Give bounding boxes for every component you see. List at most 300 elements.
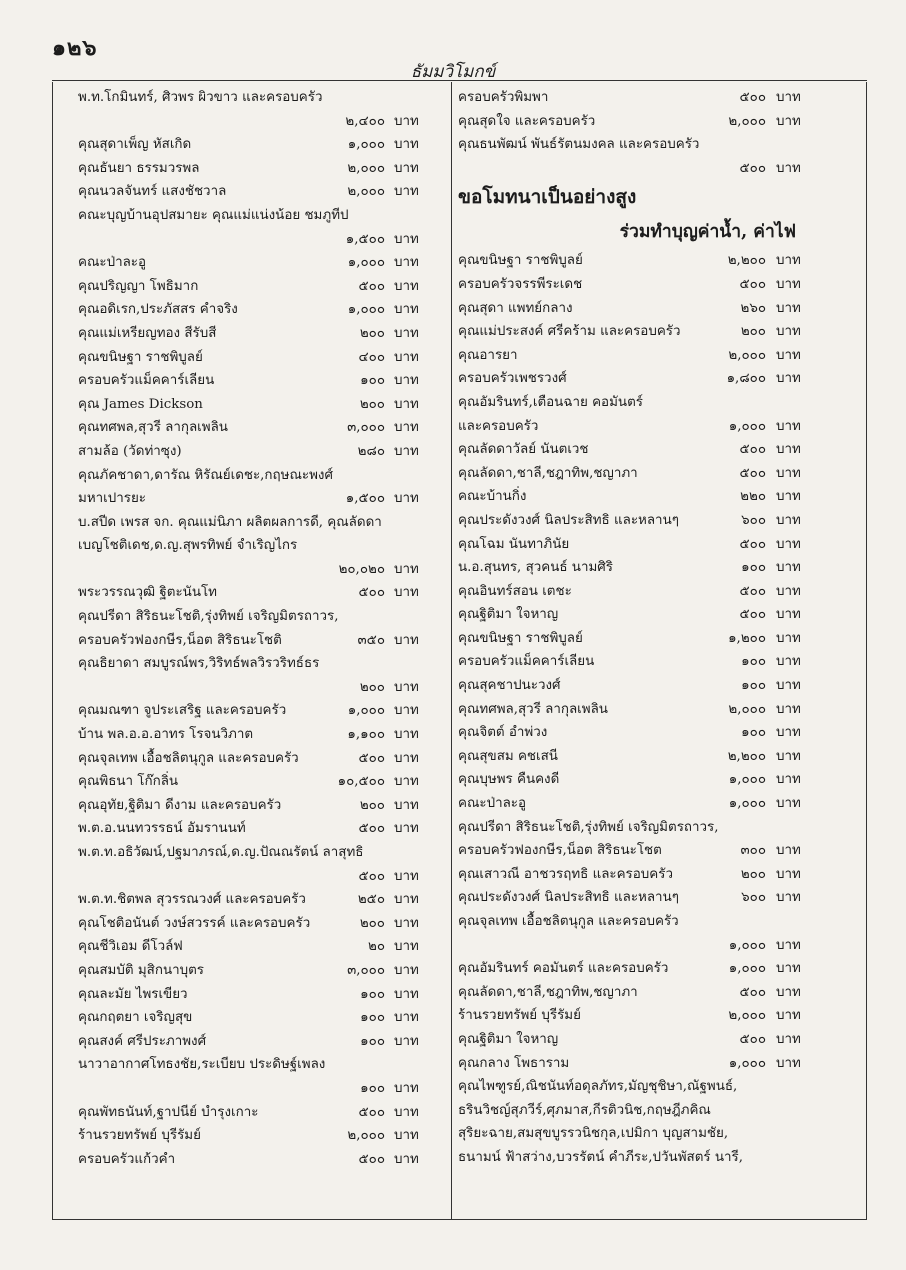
donation-row xyxy=(78,86,448,110)
currency-unit: บาท xyxy=(394,160,419,176)
donor-name: บ้าน พล.อ.อ.อาทร โรจนวิภาต xyxy=(78,727,254,743)
donation-amount: ๑,๒๐๐ xyxy=(728,630,766,646)
donation-row xyxy=(458,249,822,273)
donation-row xyxy=(458,320,822,344)
currency-unit: บาท xyxy=(394,915,419,931)
donation-amount: ๕๐๐ xyxy=(739,607,766,623)
donation-row xyxy=(78,464,448,488)
currency-unit: บาท xyxy=(776,654,801,670)
donation-row xyxy=(458,462,822,486)
donation-row xyxy=(78,416,448,440)
donor-name: คุณปริญญา โพธิมาก xyxy=(78,278,199,294)
donation-amount: ๒๐๐ xyxy=(359,679,385,695)
donation-amount: ๑,๐๐๐ xyxy=(347,302,385,318)
donor-name: สุริยะฉาย,สมสุขบูรรวนิชกุล,เปมิกา บุญสามชัย, xyxy=(458,1126,729,1142)
donor-name: คุณ James Dickson xyxy=(78,396,203,412)
donation-row xyxy=(78,912,448,936)
currency-unit: บาท xyxy=(776,866,801,882)
donor-name: คุณชีวิเอม ดีโวล์ฟ xyxy=(78,939,183,955)
donation-amount: ๑๐๐ xyxy=(360,986,385,1002)
currency-unit: บาท xyxy=(776,300,801,316)
donation-amount: ๓๐๐ xyxy=(740,843,766,859)
currency-unit: บาท xyxy=(776,772,801,788)
donation-amount: ๕๐๐ xyxy=(739,1031,766,1047)
donation-row xyxy=(458,981,822,1005)
currency-unit: บาท xyxy=(394,797,419,813)
currency-unit: บาท xyxy=(394,962,419,978)
donor-name: คุณบุษพร คืนคงดี xyxy=(458,772,560,788)
donation-amount: ๕๐๐ xyxy=(358,750,385,766)
currency-unit: บาท xyxy=(394,561,419,577)
donation-amount: ๓,๐๐๐ xyxy=(347,420,385,436)
donation-amount: ๒๐ xyxy=(368,939,385,955)
currency-unit: บาท xyxy=(776,418,801,434)
donation-amount: ๒๐๐ xyxy=(740,866,766,882)
donation-row xyxy=(78,629,448,653)
right-column-top-list xyxy=(458,86,822,180)
donation-row xyxy=(458,157,822,181)
donor-name: คุณลัดดา,ชาลี,ชฎาทิพ,ชญาภา xyxy=(458,984,638,1000)
donation-row xyxy=(458,886,822,910)
donation-row xyxy=(78,558,448,582)
donation-row xyxy=(78,1030,448,1054)
donation-row xyxy=(458,438,822,462)
donation-amount: ๑,๑๐๐ xyxy=(347,727,385,743)
right-subheading: ร่วมทำบุญค่าน้ำ, ค่าไฟ xyxy=(619,222,796,243)
right-column xyxy=(458,86,822,1216)
currency-unit: บาท xyxy=(394,679,419,695)
donor-name: คุณอินทร์สอน เตชะ xyxy=(458,583,572,599)
donor-name: ครอบครัวแม็คคาร์เลียน xyxy=(78,373,215,389)
currency-unit: บาท xyxy=(394,1080,419,1096)
donor-name: คุณอัมรินทร์ คอมันตร์ และครอบครัว xyxy=(458,961,669,977)
donation-row xyxy=(458,1075,822,1099)
donation-row xyxy=(78,581,448,605)
donation-row xyxy=(458,1052,822,1076)
currency-unit: บาท xyxy=(776,442,801,458)
currency-unit: บาท xyxy=(394,113,419,129)
currency-unit: บาท xyxy=(776,961,801,977)
donor-name: มหาเปารยะ xyxy=(78,491,146,507)
donation-amount: ๑,๕๐๐ xyxy=(345,231,385,247)
donor-name: เบญโชติเดช,ด.ญ.สุพรทิพย์ จำเริญไกร xyxy=(78,538,298,554)
donation-amount: ๒,๐๐๐ xyxy=(347,160,385,176)
donation-row xyxy=(458,839,822,863)
donation-row xyxy=(78,676,448,700)
donation-amount: ๒,๐๐๐ xyxy=(728,347,766,363)
currency-unit: บาท xyxy=(776,489,801,505)
donation-amount: ๕๐๐ xyxy=(739,90,766,105)
donation-amount: ๕๐๐ xyxy=(358,278,385,294)
donation-amount: ๑๐๐ xyxy=(741,678,766,694)
donation-amount: ๒๒๐ xyxy=(740,489,766,505)
donation-row xyxy=(78,228,448,252)
currency-unit: บาท xyxy=(776,583,801,599)
donation-row xyxy=(458,297,822,321)
currency-unit: บาท xyxy=(394,703,419,719)
donor-name: คุณอารยา xyxy=(458,347,518,363)
donation-amount: ๒,๐๐๐ xyxy=(347,184,385,200)
currency-unit: บาท xyxy=(394,137,419,153)
currency-unit: บาท xyxy=(394,774,419,790)
donation-amount: ๑๐๐ xyxy=(360,1080,385,1096)
donor-name: ครอบครัวแม็คคาร์เลียน xyxy=(458,654,595,670)
currency-unit: บาท xyxy=(394,632,419,648)
donation-row xyxy=(78,817,448,841)
currency-unit: บาท xyxy=(394,302,419,318)
donor-name: บ.สปีด เพรส จก. คุณแม่นิภา ผลิตผลการดี, คุณลัดดา xyxy=(78,514,382,530)
currency-unit: บาท xyxy=(394,184,419,200)
donor-name: คุณขนิษฐา ราชพิบูลย์ xyxy=(78,349,203,365)
donor-name: คณะบ้านกิ่ง xyxy=(458,489,527,505)
donor-name: คุณจุลเทพ เอื้อชลิตนุกูล และครอบครัว xyxy=(458,914,679,929)
donation-row xyxy=(458,533,822,557)
donation-row xyxy=(78,770,448,794)
donation-row xyxy=(458,1099,822,1123)
donation-row xyxy=(78,534,448,558)
donation-amount: ๓,๐๐๐ xyxy=(347,962,385,978)
donor-name: คณะบุญบ้านอุปสมายะ คุณแม่แน่งน้อย ชมภูทีป xyxy=(78,207,349,223)
donation-amount: ๒,๒๐๐ xyxy=(727,748,766,764)
donation-amount: ๑๐๐ xyxy=(741,654,766,670)
donation-amount: ๕๐๐ xyxy=(358,1104,385,1120)
donation-amount: ๑๐๐ xyxy=(360,373,385,389)
currency-unit: บาท xyxy=(776,748,801,764)
donation-row xyxy=(78,157,448,181)
donor-name: ครอบครัวแก้วคำ xyxy=(78,1151,176,1167)
donation-row xyxy=(458,768,822,792)
donation-row xyxy=(78,1124,448,1148)
donation-amount: ๑,๐๐๐ xyxy=(728,937,766,953)
currency-unit: บาท xyxy=(394,1104,419,1120)
currency-unit: บาท xyxy=(776,607,801,623)
donor-name: คุณแม่ประสงค์ ศรีคร้าม และครอบครัว xyxy=(458,324,681,340)
donation-row xyxy=(78,794,448,818)
donor-name: คุณฐิติมา ใจหาญ xyxy=(458,1031,559,1047)
donor-name: คุณปรีดา สิริธนะโชติ,รุ่งทิพย์ เจริญมิตรถาวร, xyxy=(458,819,719,835)
donation-amount: ๕๐๐ xyxy=(739,583,766,599)
currency-unit: บาท xyxy=(776,725,801,741)
donation-amount: ๓๕๐ xyxy=(357,632,385,648)
donation-row xyxy=(458,650,822,674)
donor-name: คุณมณฑา จูประเสริฐ และครอบครัว xyxy=(78,703,287,719)
donor-name: คุณลัดดาวัลย์ นันตเวช xyxy=(458,442,589,458)
currency-unit: บาท xyxy=(776,843,801,859)
donor-name: คุณภัคชาดา,ดารัณ หิรัณย์เดชะ,กฤษณะพงศ์ xyxy=(78,467,333,483)
donor-name: คุณจุลเทพ เอื้อชลิตนุกูล และครอบครัว xyxy=(78,750,299,766)
donation-amount: ๑,๐๐๐ xyxy=(347,255,385,271)
currency-unit: บาท xyxy=(394,231,419,247)
donation-amount: ๑๐,๕๐๐ xyxy=(337,774,385,790)
currency-unit: บาท xyxy=(776,1031,801,1047)
donation-row xyxy=(78,699,448,723)
right-heading: ขอโมทนาเป็นอย่างสูง xyxy=(458,186,637,209)
donor-name: คุณละมัย ไพรเขียว xyxy=(78,986,188,1002)
currency-unit: บาท xyxy=(776,276,801,292)
donation-amount: ๑๐๐ xyxy=(741,725,766,741)
donation-row xyxy=(458,1146,822,1170)
donation-row xyxy=(458,485,822,509)
currency-unit: บาท xyxy=(394,325,419,341)
currency-unit: บาท xyxy=(394,349,419,365)
donor-name: คุณอดิเรก,ประภัสสร คำจริง xyxy=(78,302,238,318)
donation-amount: ๑๐๐ xyxy=(741,560,766,576)
donor-name: คุณสุดใจ และครอบครัว xyxy=(458,113,596,129)
currency-unit: บาท xyxy=(776,371,801,387)
donation-row xyxy=(458,86,822,110)
donation-amount: ๔๐๐ xyxy=(358,349,385,365)
currency-unit: บาท xyxy=(776,1055,801,1071)
donor-name: คณะป่าละอู xyxy=(78,255,147,271)
currency-unit: บาท xyxy=(394,420,419,436)
donation-amount: ๒๐๐ xyxy=(740,324,766,340)
currency-unit: บาท xyxy=(776,984,801,1000)
donation-row xyxy=(78,322,448,346)
right-column-list xyxy=(458,249,822,1169)
donation-amount: ๕๐๐ xyxy=(739,160,766,176)
currency-unit: บาท xyxy=(394,727,419,743)
donation-row xyxy=(78,110,448,134)
donation-row xyxy=(78,605,448,629)
donor-name: คุณพิธนา โก๊กลิ่น xyxy=(78,774,179,790)
donation-row xyxy=(78,1006,448,1030)
currency-unit: บาท xyxy=(394,1010,419,1026)
donor-name: คุณโชติอนันต์ วงษ์สวรรค์ และครอบครัว xyxy=(78,915,311,931)
donation-amount: ๕๐๐ xyxy=(739,276,766,292)
donor-name: คณะป่าละอู xyxy=(458,796,527,812)
donation-amount: ๑๐๐ xyxy=(360,1010,385,1026)
currency-unit: บาท xyxy=(394,1151,419,1167)
currency-unit: บาท xyxy=(776,324,801,340)
donation-row xyxy=(78,298,448,322)
donor-name: คุณทศพล,สุวรี ลากุลเพลิน xyxy=(458,701,608,717)
currency-unit: บาท xyxy=(776,253,801,269)
donation-amount: ๒,๐๐๐ xyxy=(728,113,766,129)
donor-name: พระวรรณวุฒิ ฐิตะนันโท xyxy=(78,585,218,601)
donation-row xyxy=(458,367,822,391)
donor-name: คุณสงค์ ศรีประภาพงศ์ xyxy=(78,1033,207,1049)
donor-name: คุณเสาวณี อาชวรฤทธิ และครอบครัว xyxy=(458,866,673,882)
currency-unit: บาท xyxy=(394,821,419,837)
donation-amount: ๑,๐๐๐ xyxy=(728,796,766,812)
donation-row xyxy=(458,698,822,722)
donation-row xyxy=(458,509,822,533)
donation-row xyxy=(458,133,822,157)
currency-unit: บาท xyxy=(776,701,801,717)
donation-row xyxy=(78,747,448,771)
donor-name: ครอบครัวเพชรวงศ์ xyxy=(458,371,567,387)
donation-row xyxy=(458,957,822,981)
donor-name: คุณอุทัย,ฐิติมา ดีงาม และครอบครัว xyxy=(78,797,282,813)
donation-row xyxy=(78,204,448,228)
donation-row xyxy=(78,865,448,889)
currency-unit: บาท xyxy=(776,347,801,363)
donation-amount: ๒๕๐ xyxy=(357,892,385,908)
donor-name: คุณทศพล,สุวรี ลากุลเพลิน xyxy=(78,420,228,436)
donation-row xyxy=(78,1148,448,1172)
donation-amount: ๖๐๐ xyxy=(741,890,766,906)
donor-name: ครอบครัวฟองกษีร,น็อต สิริธนะโชต xyxy=(458,843,662,859)
donation-amount: ๒,๐๐๐ xyxy=(728,701,766,717)
donation-row xyxy=(458,863,822,887)
donation-row xyxy=(458,1122,822,1146)
donation-row xyxy=(458,627,822,651)
donation-row xyxy=(458,391,822,415)
donor-name: คุณสุดา แพทย์กลาง xyxy=(458,300,573,316)
donation-row xyxy=(78,251,448,275)
currency-unit: บาท xyxy=(776,536,801,552)
donor-name: คุณขนิษฐา ราชพิบูลย์ xyxy=(458,630,583,646)
currency-unit: บาท xyxy=(394,373,419,389)
donor-name: คุณลัดดา,ชาลี,ชฎาทิพ,ชญาภา xyxy=(458,465,638,481)
donor-name: คุณจิตต์ อำพ่วง xyxy=(458,725,548,741)
donation-amount: ๕๐๐ xyxy=(739,984,766,1000)
donation-amount: ๑,๐๐๐ xyxy=(728,418,766,434)
donation-amount: ๒,๐๐๐ xyxy=(728,1008,766,1024)
donor-name: คุณไพฑูรย์,ณิชนันท์อดุลภัทร,มัญชุชิษา,ณัฐพนธ์, xyxy=(458,1079,738,1095)
donation-amount: ๒๐๐ xyxy=(359,325,385,341)
donor-name: คุณนวลจันทร์ แสงชัชวาล xyxy=(78,184,227,200)
donation-amount: ๑,๐๐๐ xyxy=(728,772,766,788)
currency-unit: บาท xyxy=(776,90,801,105)
donor-name: คุณธิยาดา สมบูรณ์พร,วิริทธ์พลวิรวริทธ์ธร xyxy=(78,656,320,672)
currency-unit: บาท xyxy=(394,1128,419,1144)
currency-unit: บาท xyxy=(394,443,419,459)
donor-name: ครอบครัวฟองกษีร,น็อต สิริธนะโชติ xyxy=(78,632,282,648)
currency-unit: บาท xyxy=(776,465,801,481)
donation-row xyxy=(458,816,822,840)
donation-row xyxy=(458,556,822,580)
currency-unit: บาท xyxy=(394,396,419,412)
donation-row xyxy=(458,110,822,134)
donor-name: ครอบครัวพิมพา xyxy=(458,90,549,105)
donor-name: ร้านรวยทรัพย์ บุรีรัมย์ xyxy=(78,1128,201,1144)
donor-name: ครอบครัวจรรพีระเดช xyxy=(458,276,583,292)
currency-unit: บาท xyxy=(394,278,419,294)
donor-name: คุณกลาง โพธาราม xyxy=(458,1055,570,1071)
donation-row xyxy=(458,344,822,368)
donation-amount: ๒,๒๐๐ xyxy=(727,253,766,269)
donation-amount: ๑๐๐ xyxy=(360,1033,385,1049)
column-divider xyxy=(451,82,452,1220)
donor-name: คุณโฉม นันทาภินัย xyxy=(458,536,570,552)
donation-row xyxy=(458,273,822,297)
donor-name: ธนามน์ ฟ้าสว่าง,บวรรัตน์ คำภีระ,ปวันพัสตร์ นารี, xyxy=(458,1149,743,1165)
donation-row xyxy=(458,792,822,816)
donation-row xyxy=(78,935,448,959)
donor-name: คุณพัทธนันท์,ฐาปนีย์ บำรุงเกาะ xyxy=(78,1104,259,1120)
donation-row xyxy=(78,841,448,865)
page-number: ๑๒๖ xyxy=(52,35,98,61)
donation-amount: ๑,๐๐๐ xyxy=(347,703,385,719)
donation-row xyxy=(78,1077,448,1101)
donation-row xyxy=(78,723,448,747)
currency-unit: บาท xyxy=(394,868,419,884)
donor-name: คุณสุขสม คชเสนี xyxy=(458,748,558,764)
donation-amount: ๒๐๐ xyxy=(359,915,385,931)
donor-name: พ.ท.โกมินทร์, ศิวพร ผิวขาว และครอบครัว xyxy=(78,90,323,105)
currency-unit: บาท xyxy=(394,585,419,601)
currency-unit: บาท xyxy=(776,796,801,812)
currency-unit: บาท xyxy=(776,160,801,176)
donor-name: คุณประดังวงศ์ นิลประสิทธิ และหลานๆ xyxy=(458,512,679,528)
left-column xyxy=(78,86,448,1216)
donation-row xyxy=(78,133,448,157)
currency-unit: บาท xyxy=(776,560,801,576)
donation-amount: ๑,๕๐๐ xyxy=(345,491,385,507)
donor-name: คุณแม่เหรียญทอง สีรับสี xyxy=(78,325,217,341)
donation-amount: ๕๐๐ xyxy=(739,465,766,481)
donor-name: คุณธนพัฒน์ พันธ์รัตนมงคล และครอบครัว xyxy=(458,137,700,153)
donation-amount: ๒๐๐ xyxy=(359,797,385,813)
donor-name: ร้านรวยทรัพย์ บุรีรัมย์ xyxy=(458,1008,581,1024)
donation-row xyxy=(78,393,448,417)
donation-row xyxy=(78,511,448,535)
donation-amount: ๕๐๐ xyxy=(358,1151,385,1167)
donation-amount: ๑,๐๐๐ xyxy=(728,961,766,977)
donation-row xyxy=(458,674,822,698)
currency-unit: บาท xyxy=(394,491,419,507)
donation-row xyxy=(78,1053,448,1077)
donation-row xyxy=(78,369,448,393)
donor-name: คุณขนิษฐา ราชพิบูลย์ xyxy=(458,253,583,269)
donation-row xyxy=(458,580,822,604)
donor-name: พ.ต.ท.อธิวัฒน์,ปฐมาภรณ์,ด.ญ.ปัณณรัตน์ ลาสุทธิ xyxy=(78,845,364,860)
donation-row xyxy=(458,1004,822,1028)
donation-row xyxy=(78,487,448,511)
header-rule xyxy=(52,80,867,81)
header-title: ธัมมวิโมกข์ xyxy=(410,62,496,82)
currency-unit: บาท xyxy=(776,1008,801,1024)
donor-name: และครอบครัว xyxy=(458,418,539,434)
donation-row xyxy=(78,346,448,370)
currency-unit: บาท xyxy=(776,937,801,953)
donation-row xyxy=(458,721,822,745)
donation-row xyxy=(78,888,448,912)
donation-amount: ๕๐๐ xyxy=(358,868,385,884)
donation-row xyxy=(458,745,822,769)
currency-unit: บาท xyxy=(776,890,801,906)
donor-name: พ.ต.ท.ชิตพล สุวรรณวงศ์ และครอบครัว xyxy=(78,892,306,908)
donation-row xyxy=(458,1028,822,1052)
donation-row xyxy=(458,415,822,439)
donation-amount: ๕๐๐ xyxy=(739,536,766,552)
donor-name: คุณสุดาเพ็ญ หัสเกิด xyxy=(78,137,192,153)
donation-amount: ๒๐,๐๒๐ xyxy=(338,561,385,577)
donation-amount: ๕๐๐ xyxy=(358,585,385,601)
donor-name: คุณอัมรินทร์,เตือนฉาย คอมันตร์ xyxy=(458,394,643,410)
donor-name: คุณธันยา ธรรมวรพล xyxy=(78,160,200,176)
donation-row xyxy=(78,180,448,204)
donation-amount: ๒๘๐ xyxy=(357,443,385,459)
donation-amount: ๒๖๐ xyxy=(740,300,766,316)
donor-name: พ.ต.อ.นนทวรรธน์ อัมรานนท์ xyxy=(78,821,246,837)
donation-row xyxy=(458,934,822,958)
donation-amount: ๑,๐๐๐ xyxy=(347,137,385,153)
donation-amount: ๒,๔๐๐ xyxy=(345,113,385,129)
currency-unit: บาท xyxy=(394,255,419,271)
donation-row xyxy=(78,983,448,1007)
currency-unit: บาท xyxy=(394,892,419,908)
donation-row xyxy=(78,440,448,464)
donation-amount: ๑,๘๐๐ xyxy=(726,371,766,387)
currency-unit: บาท xyxy=(776,512,801,528)
currency-unit: บาท xyxy=(394,986,419,1002)
donor-name: คุณสุคชาปนะวงศ์ xyxy=(458,678,561,694)
donation-amount: ๒,๐๐๐ xyxy=(347,1128,385,1144)
donor-name: คุณกฤตยา เจริญสุข xyxy=(78,1010,193,1026)
donation-row xyxy=(78,959,448,983)
